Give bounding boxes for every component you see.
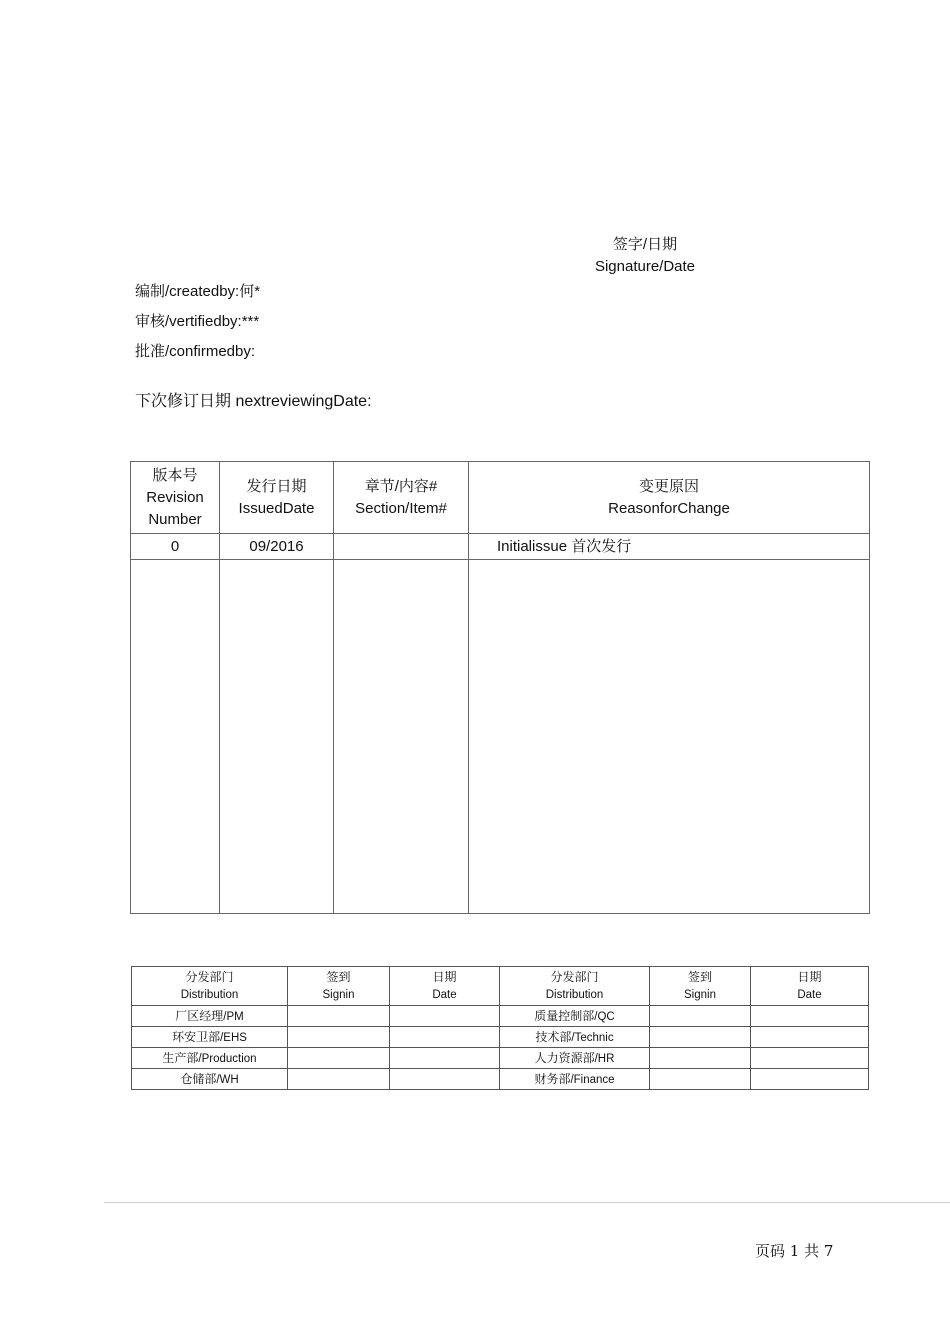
department-en: /WH xyxy=(216,1073,239,1086)
signin-cell xyxy=(288,1027,390,1048)
department-cn: 生产部 xyxy=(162,1050,199,1065)
department-cell xyxy=(500,1069,650,1090)
signature-label-cn: 签字/日期 xyxy=(612,236,678,253)
header-en: Section/Item# xyxy=(355,499,447,517)
signin-cell xyxy=(650,1006,751,1027)
header-date xyxy=(751,967,869,1006)
header-distribution xyxy=(500,967,650,1006)
department-en: /Production xyxy=(198,1052,257,1065)
header-cn: 日期 xyxy=(797,970,822,984)
department-en: /QC xyxy=(594,1010,615,1023)
confirmed-by-field: 批准/confirmedby: xyxy=(135,343,256,360)
department-cn: 技术部 xyxy=(535,1029,572,1044)
department-cn: 厂区经理 xyxy=(175,1008,224,1023)
header-cn: 变更原因 xyxy=(638,477,699,495)
blank-cell xyxy=(131,560,220,914)
issued-date-cell: 09/2016 xyxy=(220,534,334,560)
department-cn: 财务部 xyxy=(534,1071,571,1086)
signin-cell xyxy=(288,1069,390,1090)
date-cell xyxy=(390,1027,500,1048)
header-revision-number xyxy=(131,462,220,534)
section-cell xyxy=(334,534,469,560)
signin-cell xyxy=(650,1048,751,1069)
header-section-item xyxy=(334,462,469,534)
header-signin xyxy=(650,967,751,1006)
header-en: Signin xyxy=(684,989,716,1001)
blank-cell xyxy=(469,560,870,914)
footer-divider xyxy=(104,1202,950,1203)
date-cell xyxy=(751,1069,869,1090)
revision-header-row xyxy=(131,462,870,534)
header-cn: 版本号 xyxy=(152,466,198,484)
signin-cell xyxy=(288,1006,390,1027)
table-row xyxy=(132,1048,869,1069)
department-cn: 仓储部 xyxy=(180,1071,217,1086)
revision-cell: 0 xyxy=(131,534,220,560)
table-row xyxy=(132,1006,869,1027)
signin-cell xyxy=(650,1069,751,1090)
department-cn: 环安卫部 xyxy=(172,1029,221,1044)
blank-row xyxy=(131,560,870,914)
header-cn: 发行日期 xyxy=(246,477,307,495)
department-cell xyxy=(132,1006,288,1027)
header-en: Date xyxy=(432,989,457,1001)
header-issued-date xyxy=(220,462,334,534)
signin-cell xyxy=(650,1027,751,1048)
header-en: Signin xyxy=(322,989,355,1001)
department-cell xyxy=(500,1027,650,1048)
header-en: Distribution xyxy=(180,989,239,1001)
department-cell xyxy=(500,1006,650,1027)
header-cn: 章节/内容# xyxy=(364,477,438,495)
table-row xyxy=(131,534,870,560)
header-cn: 日期 xyxy=(432,970,457,984)
header-reason-for-change xyxy=(469,462,870,534)
header-en: Revision xyxy=(146,488,204,506)
department-cell xyxy=(500,1048,650,1069)
department-en: /PM xyxy=(223,1010,244,1023)
reason-cell: Initialissue 首次发行 xyxy=(469,534,870,560)
date-cell xyxy=(390,1048,500,1069)
department-cell xyxy=(132,1048,288,1069)
header-en: IssuedDate xyxy=(238,499,315,517)
header-en: Date xyxy=(797,989,822,1001)
signin-cell xyxy=(288,1048,390,1069)
revision-history-table xyxy=(130,461,870,914)
date-cell xyxy=(751,1027,869,1048)
date-cell xyxy=(751,1006,869,1027)
department-cn: 质量控制部 xyxy=(534,1008,595,1023)
distribution-table xyxy=(131,966,869,1090)
header-en: Number xyxy=(148,510,202,528)
header-signin xyxy=(288,967,390,1006)
department-cell xyxy=(132,1027,288,1048)
distribution-header-row xyxy=(132,967,869,1006)
blank-cell xyxy=(334,560,469,914)
date-cell xyxy=(390,1006,500,1027)
department-en: /EHS xyxy=(220,1031,247,1044)
date-cell xyxy=(751,1048,869,1069)
department-en: /HR xyxy=(594,1052,615,1065)
department-en: /Technic xyxy=(571,1031,614,1044)
table-row xyxy=(132,1027,869,1048)
date-cell xyxy=(390,1069,500,1090)
signature-label-en: Signature/Date xyxy=(594,258,696,275)
header-cn: 签到 xyxy=(687,970,712,984)
blank-cell xyxy=(220,560,334,914)
header-cn: 分发部门 xyxy=(550,970,599,984)
created-by-field: 编制/createdby:何* xyxy=(135,283,261,300)
header-en: Distribution xyxy=(545,989,604,1001)
header-date xyxy=(390,967,500,1006)
header-distribution xyxy=(132,967,288,1006)
next-review-date-field: 下次修订日期 nextreviewingDate: xyxy=(135,393,372,410)
verified-by-field: 审核/vertifiedby:*** xyxy=(135,313,260,330)
page-number: 页码 1 共 7 xyxy=(755,1242,834,1260)
department-en: /Finance xyxy=(570,1073,615,1086)
header-cn: 签到 xyxy=(326,970,351,984)
table-row xyxy=(132,1069,869,1090)
header-en: ReasonforChange xyxy=(608,499,730,517)
header-cn: 分发部门 xyxy=(185,970,234,984)
department-cell xyxy=(132,1069,288,1090)
department-cn: 人力资源部 xyxy=(534,1050,595,1065)
